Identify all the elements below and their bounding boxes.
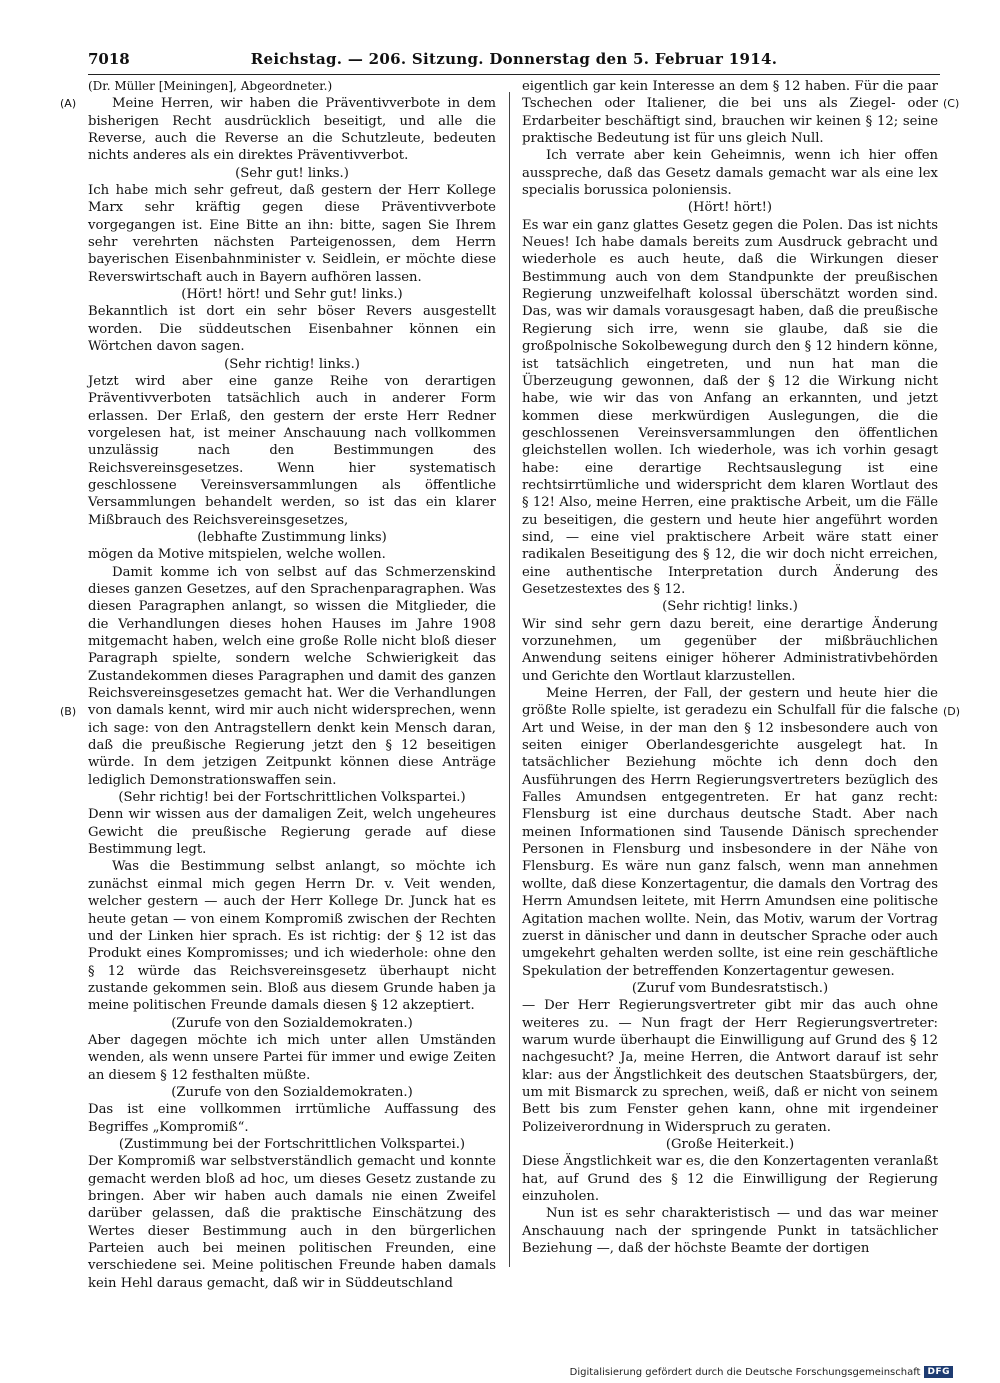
paragraph: mögen da Motive mitspielen, welche wollen. (88, 547, 386, 563)
interjection: (Sehr richtig! bei der Fortschrittlichen Volkspartei.) (118, 790, 466, 806)
paragraph: Wir sind sehr gern dazu bereit, eine derartige Änderung vorzunehmen, um gegenüber der mißbräuchlichen Anwendung seitens einiger höherer Administrativbehörden und Gerichte den Wortlaut klarzustellen. (522, 616, 938, 684)
paragraph: Aber dagegen möchte ich mich unter allen Umständen wenden, als wenn unsere Partei für immer und ewige Zeiten an diesem § 12 festhalten müßte. (88, 1032, 496, 1083)
margin-mark-d: (D) (943, 705, 961, 718)
paragraph: Der Kompromiß war selbstverständlich gemacht und konnte gemacht werden bloß ad hoc, um dieses Gesetz zustande zu bringen. Aber wir haben auch damals nie einen Zweifel darüber gelassen, daß die praktische Einschätzung des Wertes dieser Bestimmung auch in den bürgerlichen Parteien auch bei meinen politischen Freunden, eine verschiedene sei. Meine politischen Freunde haben damals kein Hehl daraus gemacht, daß wir in Süddeutschland (88, 1154, 496, 1291)
paragraph: Meine Herren, der Fall, der gestern und heute hier die größte Rolle spielte, ist geradezu ein Schulfall für die falsche Art und Weise, in der man den § 12 insbesondere auch von seiten einiger Oberlandesgerichte ausgelegt hat. In tatsächlicher Beziehung möchte ich denn doch den Ausführungen des Herrn Regierungsvertreters bezüglich des Falles Amundsen entgegentreten. Er hat ganz recht: Flensburg ist eine durchaus deutsche Stadt. Aber nach meinen Informationen sind Tausende Dänisch sprechender Personen in Flensburg und insbesondere in der Nähe von Flensburg. Es wäre nun ganz falsch, wenn man annehmen wollte, daß diese Konzertagentur, die damals den Vortrag des Herrn Amundsen leitete, mit Herrn Amundsen eine politische Agitation machen wollte. Nein, das Motiv, warum der Vortrag zuerst in dänischer und dann in deutscher Sprache oder auch umgekehrt gehalten werden sollte, ist eine rein geschäftliche Spekulation der betreffenden Konzertagentur gewesen. (522, 686, 938, 979)
paragraph: Diese Ängstlichkeit war es, die den Konzertagenten veranlaßt hat, auf Grund des § 12 die Einwilligung der Regierung einzuholen. (522, 1154, 938, 1204)
paragraph: Bekanntlich ist dort ein sehr böser Revers ausgestellt worden. Die süddeutschen Eisenbahner können ein Wörtchen davon sagen. (88, 304, 496, 355)
margin-mark-a: (A) (60, 97, 77, 110)
paragraph: Nun ist es sehr charakteristisch — und das war meiner Anschauung nach der springende Punkt in tatsächlicher Beziehung —, daß der höchste Beamte der dortigen (522, 1206, 938, 1257)
interjection: (Zurufe von den Sozialdemokraten.) (171, 1084, 413, 1100)
interjection: (lebhafte Zustimmung links) (197, 529, 387, 545)
interjection: (Hört! hört!) (687, 200, 773, 216)
paragraph: Das ist eine vollkommen irrtümliche Auffassung des Begriffes „Kompromiß“. (88, 1102, 496, 1135)
footer (570, 1366, 953, 1378)
interjection: (Große Heiterkeit.) (665, 1136, 795, 1152)
interjection: (Sehr gut! links.) (235, 165, 349, 181)
margin-mark-c: (C) (943, 97, 960, 110)
paragraph: eigentlich gar kein Interesse an dem § 12 haben. Für die paar Tschechen oder Italiener, die bei uns als Ziegel- oder Erdarbeiter beschäftigt sind, brauchen wir keinen § 12; seine praktische Bedeutung ist für uns gleich Null. (522, 79, 938, 147)
paragraph: Was die Bestimmung selbst anlangt, so möchte ich zunächst einmal mich gegen Herrn Dr. v. Veit wenden, welcher gestern — auch der Herr Kollege Dr. Junck hat es heute getan — von einem Kompromiß zwischen der Rechten und der Linken hier sprach. Es ist richtig: der § 12 ist das Produkt eines Kompromisses; und ich wiederhole: ohne den § 12 würde das Reichsvereinsgesetz überhaupt nicht zustande gekommen sein. Bloß aus diesem Grunde haben ja meine politischen Freunde damals diesen § 12 akzeptiert. (88, 859, 496, 1014)
paragraph: Ich verrate aber kein Geheimnis, wenn ich hier offen ausspreche, daß das Gesetz damals gemacht war als eine lex specialis borussica poloniensis. (522, 148, 938, 199)
interjection: (Zustimmung bei der Fortschrittlichen Volkspartei.) (118, 1136, 466, 1152)
paragraph: Ich habe mich sehr gefreut, daß gestern der Herr Kollege Marx sehr kräftig gegen diese Präventivverbote vorgegangen ist. Eine Bitte an ihn: bitte, sagen Sie Ihrem sehr verehrten nächsten Parteigenossen, dem Herrn bayerischen Eisenbahnminister v. Seidlein, er möchte diese Reverswirtschaft auch in Bayern aufhören lassen. (88, 183, 496, 285)
interjection: (Zuruf vom Bundesratstisch.) (631, 980, 829, 996)
interjection: (Sehr richtig! links.) (224, 356, 360, 372)
right-column (522, 78, 938, 1257)
dfg-logo: DFG (924, 1366, 953, 1378)
speaker-line: (Dr. Müller [Meiningen], Abgeordneter.) (88, 79, 333, 93)
interjection: (Hört! hört! und Sehr gut! links.) (181, 287, 403, 303)
interjection: (Zurufe von den Sozialdemokraten.) (171, 1015, 413, 1031)
paragraph: Denn wir wissen aus der damaligen Zeit, welch ungeheures Gewicht die preußische Regierung gerade auf diese Bestimmung legt. (88, 807, 496, 858)
margin-mark-b: (B) (60, 705, 77, 718)
left-column (88, 78, 496, 1292)
paragraph: Jetzt wird aber eine ganze Reihe von derartigen Präventivverboten tatsächlich auch in anderer Form erlassen. Der Erlaß, den gestern der erste Herr Redner vorgelesen hat, ist meiner Anschauung nach vollkommen unzulässig nach den Bestimmungen des Reichsvereinsgesetzes. Wenn hier systematisch geschlossene Vereinsversammlungen als öffentliche Versammlungen behandelt werden, so ist das ein klarer Mißbrauch des Reichsvereinsgesetzes, (88, 373, 496, 528)
header-rule (88, 74, 940, 75)
paragraph: Es war ein ganz glattes Gesetz gegen die Polen. Das ist nichts Neues! Ich habe damals bereits zum Ausdruck gebracht und wiederhole es auch heute, daß die Wirkungen dieser Bestimmung auch von dem Standpunkte der preußischen Regierung unzweifelhaft kolossal überschätzt worden sind. Das, was wir damals vorausgesagt haben, daß die preußische Regierung sich irre, wenn sie glaube, daß sie die großpolnische Sokolbewegung durch den § 12 hindern könne, ist tatsächlich eingetreten, und nun hat man die Überzeugung gewonnen, daß der § 12 die Wirkung nicht habe, wie wir das von Anfang an erkannten, und jetzt kommen diese merkwürdigen Auslegungen, die die geschlossenen Vereinsversammlungen den öffentlichen gleichstellen wollen. Ich wiederhole, was ich vorhin gesagt habe: eine derartige Rechtsauslegung ist eine rechtsirrtümliche und widerspricht dem klaren Wortlaut des § 12! Also, meine Herren, eine praktische Arbeit, um die Fälle zu beseitigen, die gestern und heute hier angeführt worden sind, — eine viel praktischere Arbeit wäre statt einer radikalen Beseitigung des § 12, die wir doch nicht erreichen, eine authentische Interpretation durch Änderung des Gesetzestextes des § 12. (522, 217, 938, 597)
paragraph: Damit komme ich von selbst auf das Schmerzenskind dieses ganzen Gesetzes, auf den Sprachenparagraphen. Was diesen Paragraphen anlangt, so wissen die Mitglieder, die die Verhandlungen dieses hohen Hauses im Jahre 1908 mitgemacht haben, welch eine große Rolle nicht bloß dieser Paragraph spielte, sondern welche Schwierigkeit das Zustandekommen dieses Paragraphen und damit des ganzen Reichsvereinsgesetzes gemacht hat. Wer die Verhandlungen von damals kennt, wird mir auch nicht widersprechen, wenn ich sage: von den Antragstellern denkt kein Mensch daran, daß die preußische Regierung jetzt den § 12 beseitigen würde. In dem jetzigen Zeitpunkt können diese Anträge lediglich Demonstrationswaffen sein. (88, 564, 496, 788)
page-title: Reichstag. — 206. Sitzung. Donnerstag den 5. Februar 1914. (250, 50, 778, 68)
page-header (88, 50, 940, 72)
paragraph: Meine Herren, wir haben die Präventivverbote in dem bisherigen Recht ausdrücklich beseitigt, und alle die Reverse, auch die Reverse an die Schutzleute, bedeuten nichts anderes als ein direktes Präventivverbot. (88, 96, 496, 164)
page-number: 7018 (88, 50, 130, 68)
interjection: (Sehr richtig! links.) (662, 599, 798, 615)
column-divider (509, 92, 510, 1267)
footer-credit: Digitalisierung gefördert durch die Deutsche Forschungsgemeinschaft (569, 1366, 921, 1378)
paragraph: — Der Herr Regierungsvertreter gibt mir das auch ohne weiteres zu. — Nun fragt der Herr Regierungsvertreter: warum wurde überhaupt die Einwilligung auf Grund des § 12 nachgesucht? Ja, meine Herren, die Antwort darauf ist sehr klar: aus der Ängstlichkeit des deutschen Staatsbürgers, der, um mit Bismarck zu sprechen, weiß, daß er nicht von seinem Bett bis zum Fenster gehen kann, ohne mit irgendeiner Polizeiverordnung in Widerspruch zu geraten. (522, 998, 938, 1135)
